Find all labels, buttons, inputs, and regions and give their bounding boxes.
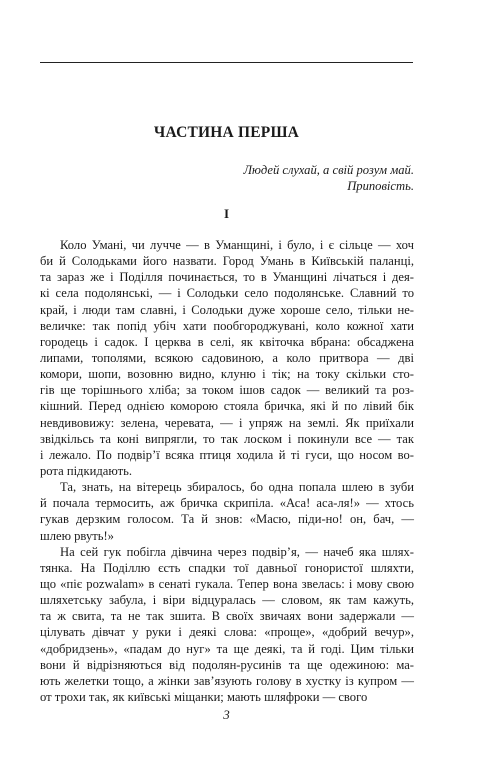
text-line: На сей гук побігла дівчина через подвір’я, — начеб яка шлях- (60, 544, 414, 559)
text-line: рота підкидають. (40, 463, 132, 478)
text-line: невдивовижу: зелена, черевата, — і упряж на землі. Як приїхали (40, 415, 414, 430)
text-line: липами, тополями, всякою садовиною, а коло притвора — дві (40, 350, 414, 365)
text-line: тянка. На Поділлю єсть спадки тої давньої гонористої шляхти, (40, 560, 414, 575)
text-line: звідкільсь та коні випрягли, то так лоском і покинули все — так (40, 431, 414, 446)
text-line: от трохи так, як київські міщанки; мають шляфроки — свого (40, 689, 368, 704)
text-line: шлею рвуть!» (40, 528, 114, 543)
text-line: би й Солодьками його назвати. Город Умань в Київській паланці, (40, 254, 414, 269)
text-line: край, і люди там славні, і Солодьки дуже хороше село, тільки не- (40, 302, 414, 317)
epigraph-source: Приповість. (347, 179, 414, 194)
text-line: кішний. Перед однією коморою стояла бричка, які й по лівий бік (40, 399, 414, 414)
paragraph (40, 544, 414, 705)
text-line: та зараз же і Поділля починається, то в Уманщині лічаться і дея- (40, 270, 414, 285)
text-line: «добридзень», «падам до нуг» та ще деякі, та й годі. Цим тільки (40, 641, 414, 656)
text-line: комори, шопи, возовню видно, клуню і тік; на току скільки сто- (40, 367, 414, 382)
epigraph (40, 162, 414, 194)
text-line: що «піє pozwalam» в сенаті гукала. Тепер вона звелась: і мову свою (40, 576, 414, 591)
text-line: Та, знать, на вітерець збиралось, бо одна попала шлею в зуби (60, 480, 414, 495)
text-line: величке: так попід убіч хати пообгороджувані, коло кожної хати (40, 318, 414, 333)
text-line: Коло Умані, чи лучче — в Уманщині, і було, і є сільце — хоч (60, 238, 414, 252)
epigraph-quote: Людей слухай, а свій розум май. (243, 163, 414, 177)
text-line: цілувать дівчат у руки і деякі слова: «проще», «добрий вечур», (40, 625, 414, 640)
text-line: городець і садок. І церква в селі, як квіточка вбрана: обсаджена (40, 334, 414, 349)
text-line: та ж свита, та не так зшита. В своїх звичаях вони задержали — (40, 609, 414, 624)
paragraph (40, 479, 414, 544)
chapter-title: ЧАСТИНА ПЕРША (153, 124, 300, 141)
paragraph (40, 237, 414, 479)
text-line: вони й відрізняються від подолян-русинів та ще одежиною: ма- (40, 657, 414, 672)
text-line: і лежало. По подвір’ї всяка птиця ходила й ті гуси, що носом во- (40, 447, 414, 462)
text-line: ють желетки тощо, а жінки зав’язують голову в хустку із купром — (40, 673, 414, 688)
text-line: шляхетську забула, і віри відцуралась — словом, як там кажуть, (40, 593, 414, 608)
text-line: кі села подолянські, — і Солодьки село подолянське. Славний то (40, 286, 414, 301)
text-line: гукав дерзким голосом. Та й знов: «Масю, піди-но! он, бач, — (40, 512, 414, 527)
header-rule (40, 62, 413, 63)
page-number: 3 (223, 707, 230, 722)
section-number: I (223, 206, 230, 221)
text-line: гів ще торішнього хліба; за током ішов садок — великий та роз- (40, 383, 414, 398)
text-line: й почала термосить, аж бричка скрипіла. «Аса! аса-ля!» — хтось (40, 496, 414, 511)
body-text (40, 237, 414, 705)
